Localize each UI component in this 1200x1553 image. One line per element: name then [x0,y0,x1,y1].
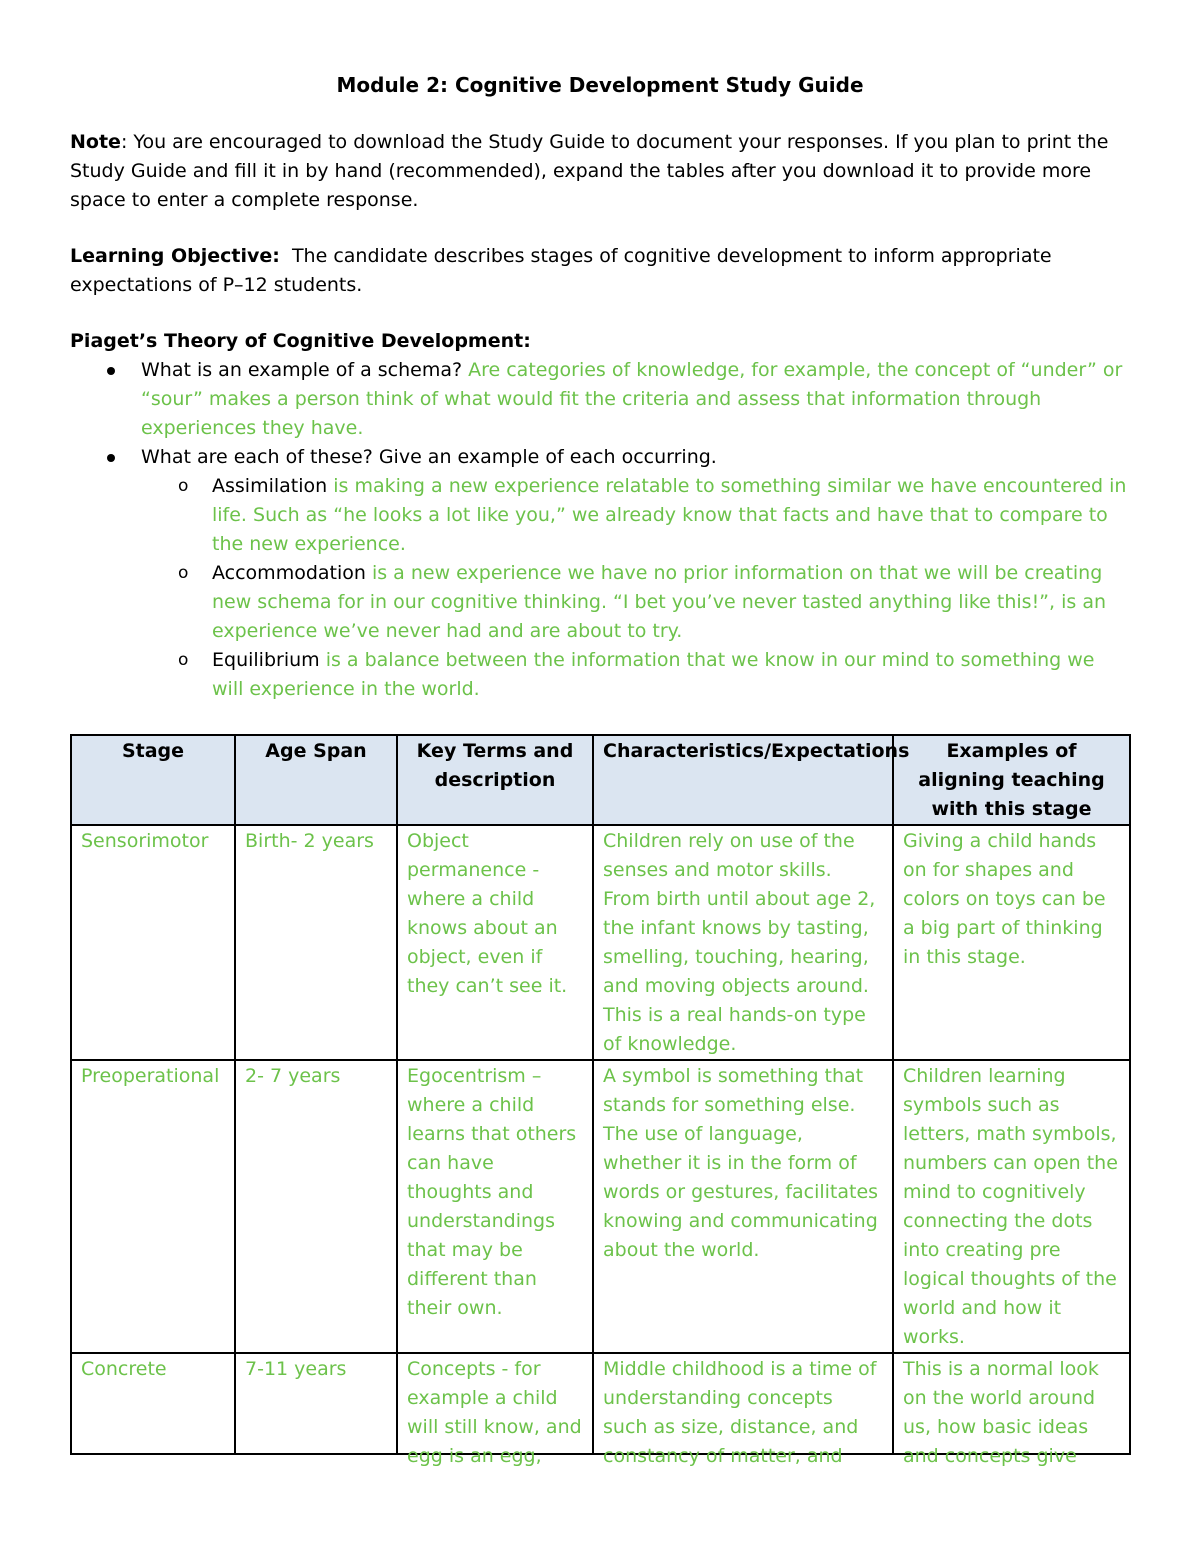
circle-bullet-icon: o [178,650,189,670]
cell-characteristics [593,1353,893,1467]
cell-key-terms: Object permanence - where a child knows about an object, even if they can’t see it. [397,825,593,1060]
cell-key-terms [397,1353,593,1467]
answer-text: is making a new experience relatable to something similar we have encountered in life. Such as “he looks a lot like you,” we already know that facts and have that to compare to the new experience. [212,475,1127,555]
cell-age-span [235,1353,397,1454]
answer-text: Are categories of knowledge, for example, the concept of “under” or “sour” makes a person think of what would fit the criteria and assess that information through experiences they have. [141,359,1123,439]
header-stage: Stage [71,735,235,825]
learning-objective-label: Learning Objective: [70,245,280,267]
cell-text: This is a normal look on the world around us, how basic ideas and concepts give [903,1358,1099,1467]
cell-age-span: Birth- 2 years [235,825,397,1060]
circle-bullet-icon: o [178,563,189,583]
cell-characteristics: A symbol is something that stands for something else. The use of language, whether it is in the form of words or gestures, facilitates knowing and communicating about the world. [593,1060,893,1353]
cell-text: Concepts - for example a child will still know, and egg is an egg, [407,1358,582,1467]
question-text: What is an example of a schema? [141,359,463,381]
header-examples: Examples of aligning teaching with this stage [893,735,1130,825]
answer-text: is a balance between the information that we know in our mind to something we will experience in the world. [212,649,1095,700]
header-key-terms: Key Terms and description [397,735,593,825]
term-text: Accommodation [212,562,366,584]
list-item [70,559,1130,646]
sub-question-list [141,472,1130,704]
cell-text: Concrete [81,1358,167,1380]
note-paragraph [70,128,1130,215]
bullet-dot-icon [107,454,115,462]
cell-stage [71,1353,235,1454]
table-row [71,1353,1130,1454]
cell-text: Middle childhood is a time of understanding concepts such as size, distance, and constancy of matter, and [603,1358,877,1467]
cell-examples [893,1353,1130,1467]
list-item [70,646,1130,704]
circle-bullet-icon: o [178,476,189,496]
header-age-span: Age Span [235,735,397,825]
answer-text: is a new experience we have no prior information on that we will be creating new schema for in our cognitive thinking. “I bet you’ve never tasted anything like this!”, is an experience we’ve never had and are about to try. [212,562,1107,642]
cell-examples: Children learning symbols such as letters, math symbols, numbers can open the mind to cognitively connecting the dots into creating pre logical thoughts of the world and how it works. [893,1060,1130,1353]
note-text: : You are encouraged to download the Study Guide to document your responses. If you plan to print the Study Guide and fill it in by hand (recommended), expand the tables after you download it to provide more space to enter a complete response. [70,131,1109,211]
cell-stage: Sensorimotor [71,825,235,1060]
cell-stage: Preoperational [71,1060,235,1353]
cell-key-terms: Egocentrism – where a child learns that others can have thoughts and understandings that may be different than their own. [397,1060,593,1353]
cell-age-span: 2- 7 years [235,1060,397,1353]
piaget-heading: Piaget’s Theory of Cognitive Development: [70,330,531,352]
page-title: Module 2: Cognitive Development Study Guide [336,73,864,97]
table-row [71,825,1130,1060]
term-text: Assimilation [212,475,328,497]
learning-objective-paragraph [70,242,1130,300]
question-list [70,356,1130,704]
learning-objective-text: The candidate describes stages of cognitive development to inform appropriate expectations of P–12 students. [70,245,1058,296]
note-label: Note [70,131,121,153]
table-header-row [71,735,1130,825]
cell-characteristics: Children rely on use of the senses and motor skills. From birth until about age 2, the infant knows by tasting, smelling, touching, hearing, and moving objects around. This is a real hands-on type of knowledge. [593,825,893,1060]
list-item [70,356,1130,443]
list-item [70,443,1130,704]
question-text: What are each of these? Give an example of each occurring. [141,446,717,468]
document-page [70,70,1130,1467]
term-text: Equilibrium [212,649,320,671]
bullet-dot-icon [107,367,115,375]
cell-examples: Giving a child hands on for shapes and colors on toys can be a big part of thinking in this stage. [893,825,1130,1060]
header-characteristics: Characteristics/Expectations [593,735,893,825]
stages-table [70,734,1131,1467]
cell-text: 7-11 years [245,1358,347,1380]
table-row [71,1060,1130,1353]
list-item [70,472,1130,559]
